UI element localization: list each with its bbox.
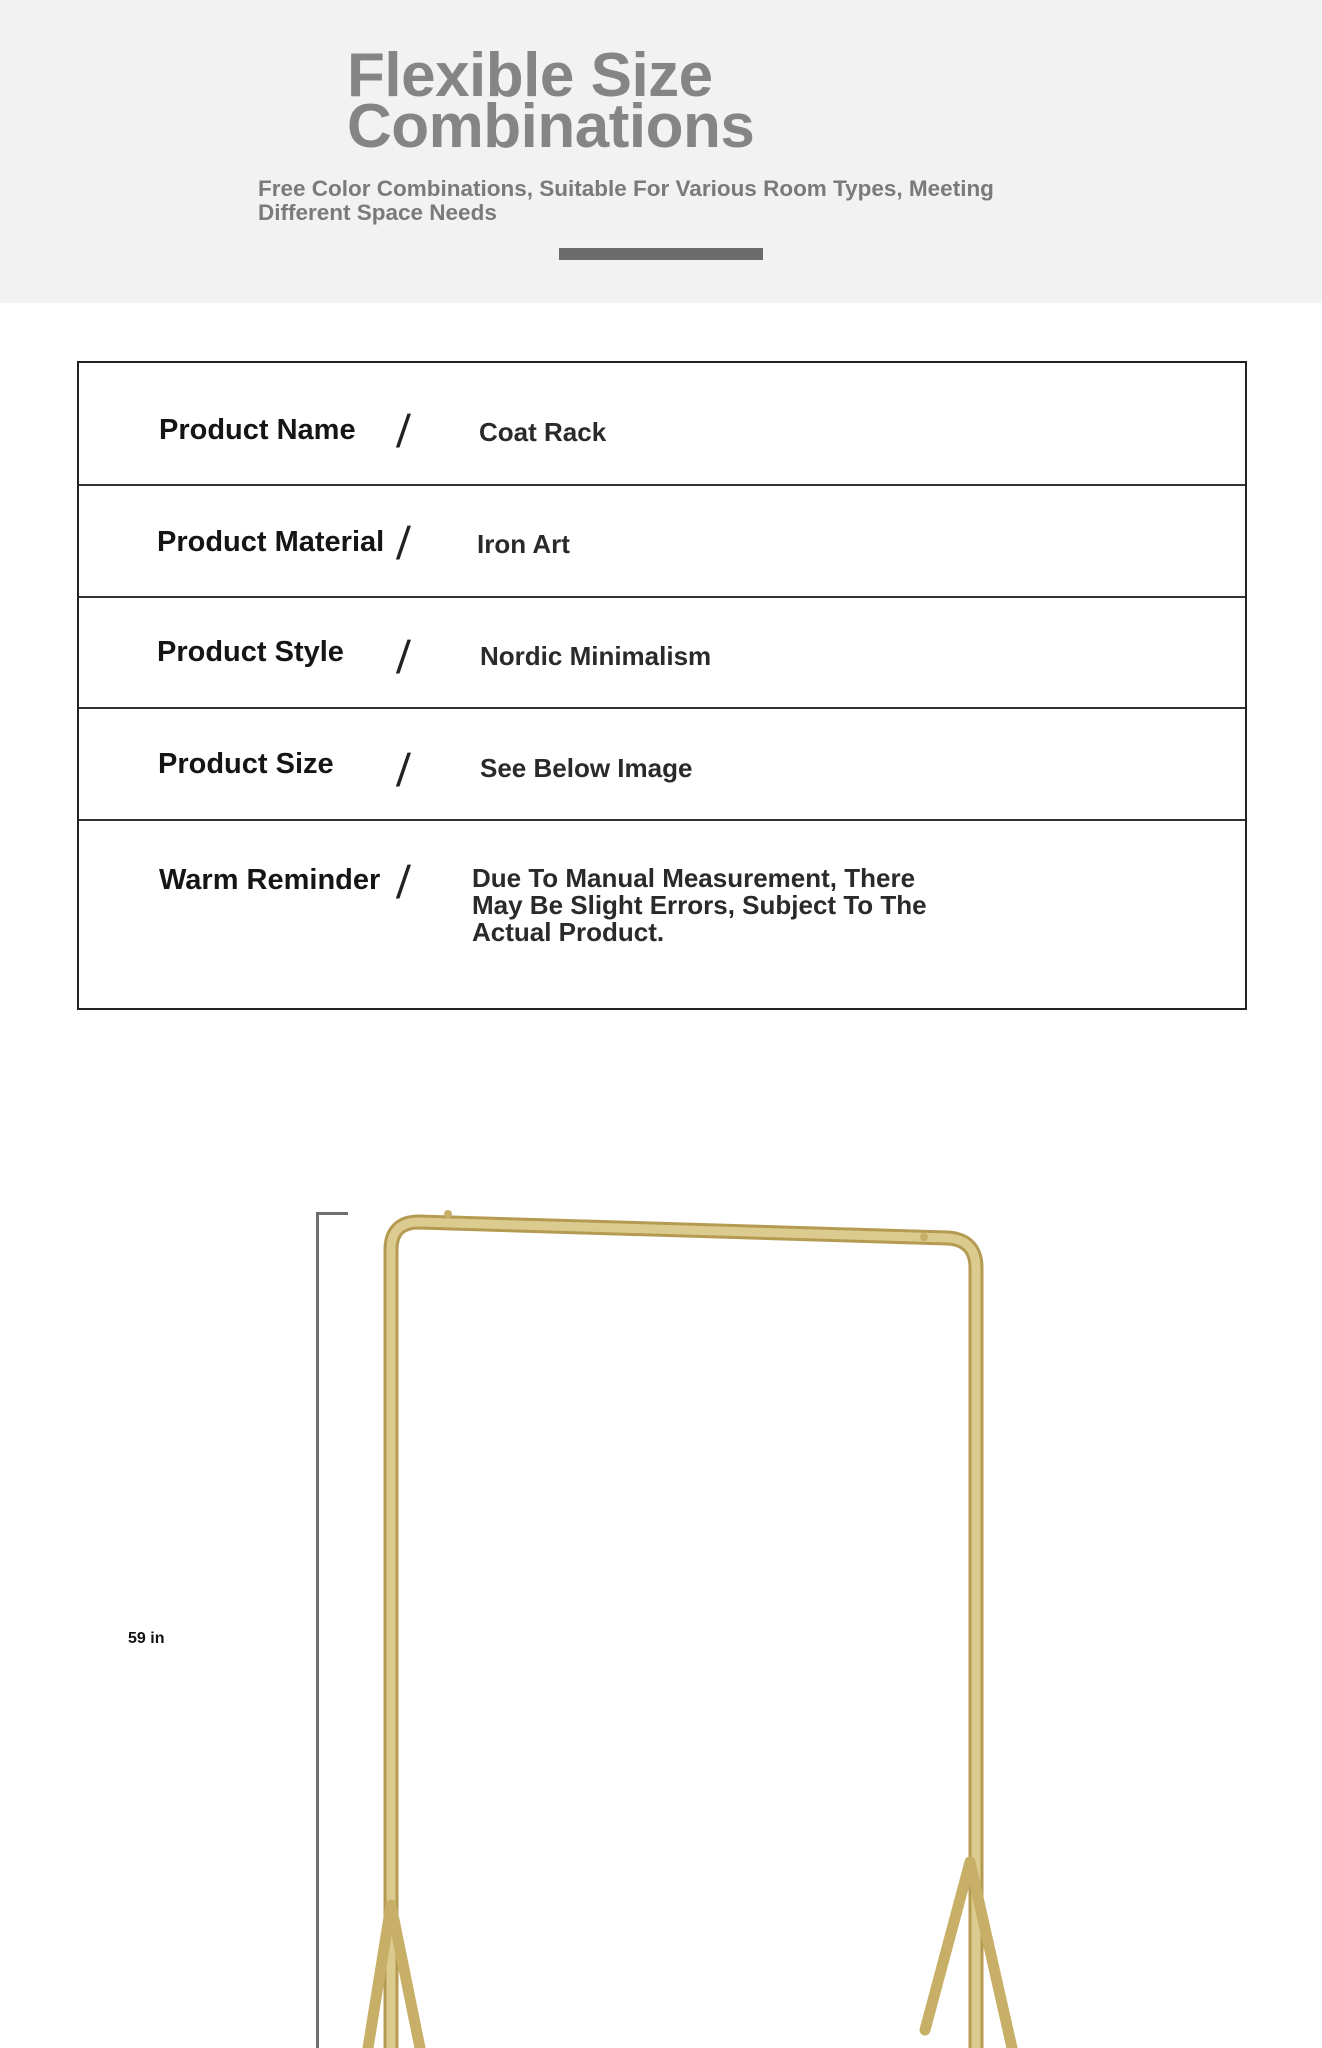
spec-row-reminder: [79, 821, 1245, 1010]
coat-rack-image: [0, 1180, 1322, 2048]
hero-divider-bar: [559, 248, 763, 260]
spec-separator: /: [395, 631, 412, 683]
rack-hook-left: [444, 1210, 452, 1218]
spec-label-name: Product Name: [159, 414, 356, 446]
spec-separator: /: [395, 517, 412, 569]
rack-frame: [391, 1222, 976, 2048]
spec-label-style: Product Style: [157, 636, 344, 668]
spec-row-name: [79, 363, 1245, 486]
hero-title-line-1: Flexible Size: [347, 41, 713, 110]
spec-row-material: [79, 486, 1245, 598]
spec-separator: /: [395, 856, 412, 908]
hero-title: [347, 41, 755, 161]
height-dimension-label: 59 in: [128, 1630, 165, 1647]
spec-label-size: Product Size: [158, 748, 334, 780]
spec-separator: /: [395, 744, 412, 796]
spec-row-style: [79, 598, 1245, 709]
spec-value-material: Iron Art: [477, 529, 570, 559]
spec-value-name: Coat Rack: [479, 417, 607, 447]
spec-table: [77, 361, 1247, 1010]
hero-subtitle: Free Color Combinations, Suitable For Various Room Types, Meeting Different Space Needs: [258, 176, 994, 225]
spec-label-material: Product Material: [157, 526, 385, 558]
spec-value-reminder: Due To Manual Measurement, There May Be Slight Errors, Subject To The Actual Product.: [472, 863, 927, 947]
rack-hook-right: [920, 1233, 928, 1241]
spec-row-size: [79, 709, 1245, 821]
hero-banner: [0, 0, 1322, 303]
rack-frame-highlight: [391, 1222, 976, 2048]
hero-title-line-2: Combinations: [347, 92, 755, 161]
spec-separator: /: [395, 405, 412, 457]
spec-value-style: Nordic Minimalism: [480, 641, 712, 671]
spec-value-size: See Below Image: [480, 753, 693, 783]
spec-label-reminder: Warm Reminder: [159, 864, 381, 896]
